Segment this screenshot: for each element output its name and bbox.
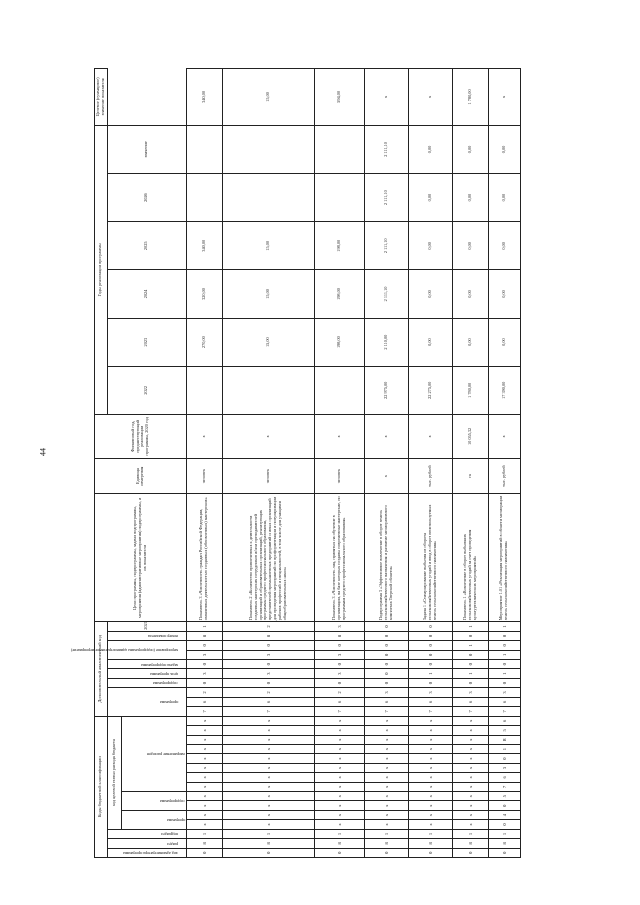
- code-digit: x: [364, 716, 408, 726]
- code-digit: x: [364, 782, 408, 791]
- row-target: x: [408, 69, 452, 126]
- code-digit: 0: [408, 678, 452, 687]
- row-y2022: 0,00: [408, 318, 452, 366]
- code-digit: x: [452, 726, 488, 735]
- code-digit: x: [222, 716, 314, 726]
- code-digit: x: [452, 716, 488, 726]
- year-2021-header: 2021: [107, 622, 186, 631]
- code-digit: x: [408, 782, 452, 791]
- row-y2025: 0,00: [408, 174, 452, 222]
- code-digit: 7: [488, 782, 520, 791]
- program-code-header: Дополнительный аналитический код: [95, 622, 108, 716]
- code-digit: 1: [488, 650, 520, 659]
- code-digit: x: [222, 820, 314, 829]
- unit-header: Единица измерения: [95, 458, 187, 494]
- code-digit: x: [186, 810, 222, 819]
- row-unit: тыс. рублей: [408, 458, 452, 494]
- row-target: 340,00: [186, 69, 222, 126]
- code-digit: 0: [186, 660, 222, 669]
- code-digit: x: [364, 754, 408, 763]
- row-y2024: 0,00: [488, 222, 520, 270]
- row-y2021: [186, 366, 222, 414]
- code-digit: 0: [222, 678, 314, 687]
- code-digit: x: [452, 801, 488, 810]
- value-header: значение: [107, 125, 186, 173]
- code-digit: x: [186, 820, 222, 829]
- code-digit: 0: [364, 678, 408, 687]
- row-y2024: 198,00: [314, 222, 364, 270]
- row-final-year: x: [408, 414, 452, 458]
- code-digit: 7: [222, 707, 314, 716]
- code-digit: x: [222, 726, 314, 735]
- code-digit: 6: [408, 697, 452, 706]
- row-y2024: 15,00: [222, 222, 314, 270]
- code-digit: x: [452, 763, 488, 772]
- code-digit: x: [452, 820, 488, 829]
- row-final-year: 10 055,32: [452, 414, 488, 458]
- page-number: 44: [38, 448, 48, 456]
- code-digit: 1: [452, 622, 488, 631]
- code-digit: 8: [314, 839, 364, 848]
- year-2022-header: 2022: [107, 366, 186, 414]
- code-digit: x: [314, 735, 364, 744]
- code-digit: x: [452, 810, 488, 819]
- spending-code-header: код целевой статьи расхода бюджета: [107, 716, 121, 829]
- code-digit: 0: [408, 660, 452, 669]
- code-digit: x: [452, 782, 488, 791]
- code-digit: 2: [222, 688, 314, 697]
- code-digit: 0: [488, 801, 520, 810]
- code-digit: 8: [186, 839, 222, 848]
- code-digit: 3: [222, 650, 314, 659]
- code-digit: 3: [314, 650, 364, 659]
- years-header: Годы реализации программы: [95, 125, 108, 414]
- code-digit: 1: [488, 622, 520, 631]
- code-digit: 6: [364, 697, 408, 706]
- table-row: [408, 69, 452, 858]
- row-y2022: 15,00: [222, 318, 314, 366]
- row-unit: га: [452, 458, 488, 494]
- col-direction-label: направление расходов: [147, 752, 185, 758]
- row-y2021: [314, 366, 364, 414]
- code-digit: x: [222, 744, 314, 753]
- code-digit: x: [314, 792, 364, 801]
- code-digit: 7: [364, 707, 408, 716]
- code-digit: 8: [314, 631, 364, 640]
- row-unit: тыс. рублей: [488, 458, 520, 494]
- code-digit: x: [452, 773, 488, 782]
- code-digit: x: [364, 763, 408, 772]
- code-digit: 0: [408, 622, 452, 631]
- code-digit: 8: [364, 839, 408, 848]
- code-digit: 6: [314, 697, 364, 706]
- code-digit: x: [186, 744, 222, 753]
- code-digit: 8: [222, 839, 314, 848]
- code-digit: 0: [364, 650, 408, 659]
- code-digit: 2: [314, 688, 364, 697]
- col-anl-goal-label: цель программы: [149, 671, 178, 677]
- row-y2024: 2 111,10: [364, 222, 408, 270]
- code-digit: x: [408, 792, 452, 801]
- final-year-header: Финансовый год, предшествующий реализации программы, 2020 год: [95, 414, 187, 458]
- code-digit: 1: [452, 669, 488, 678]
- row-y2022: 270,00: [186, 318, 222, 366]
- col-program-label: программа: [166, 818, 185, 824]
- col-anl-subprogram-label: подпрограмма: [153, 681, 178, 687]
- code-digit: 0: [364, 622, 408, 631]
- row-y2023: 15,00: [222, 270, 314, 318]
- code-digit: 3: [488, 688, 520, 697]
- target-header: Целевое (суммарное) значение показателя: [95, 69, 108, 126]
- code-digit: 7: [314, 707, 364, 716]
- code-digit: x: [364, 726, 408, 735]
- code-digit: 3: [364, 688, 408, 697]
- year-2026-header: 2026: [107, 174, 186, 222]
- col-anl-program-label: программа: [159, 700, 178, 706]
- code-digit: x: [186, 763, 222, 772]
- code-digit: 8: [452, 839, 488, 848]
- row-unit: x: [364, 458, 408, 494]
- code-digit: 0: [364, 631, 408, 640]
- code-digit: x: [408, 726, 452, 735]
- code-digit: x: [314, 726, 364, 735]
- code-digit: 8: [186, 631, 222, 640]
- row-y2022: 2 110,00: [364, 318, 408, 366]
- row-y2025: [222, 174, 314, 222]
- row-y2023: 320,00: [186, 270, 222, 318]
- code-digit: x: [222, 735, 314, 744]
- row-y2021: [222, 366, 314, 414]
- row-final-year: x: [364, 414, 408, 458]
- code-digit: x: [186, 782, 222, 791]
- code-digit: 0: [488, 678, 520, 687]
- code-digit: 3: [452, 688, 488, 697]
- code-digit: 0: [222, 641, 314, 650]
- code-digit: 1: [186, 622, 222, 631]
- code-digit: 0: [452, 678, 488, 687]
- code-digit: x: [314, 716, 364, 726]
- row-y2024: 340,00: [186, 222, 222, 270]
- code-digit: x: [186, 716, 222, 726]
- row-y2026: [222, 125, 314, 173]
- code-digit: 7: [408, 707, 452, 716]
- code-digit: x: [222, 773, 314, 782]
- row-y2023: 2 111,10: [364, 270, 408, 318]
- code-digit: 1: [408, 669, 452, 678]
- code-digit: 5: [488, 726, 520, 735]
- row-y2023: 0,00: [488, 270, 520, 318]
- code-digit: 1: [222, 829, 314, 838]
- code-digit: 4: [488, 810, 520, 819]
- code-digit: 6: [186, 697, 222, 706]
- code-digit: x: [452, 754, 488, 763]
- row-unit: человек: [222, 458, 314, 494]
- code-digit: x: [186, 726, 222, 735]
- row-y2022: 0,00: [452, 318, 488, 366]
- code-digit: x: [186, 754, 222, 763]
- row-y2026: [186, 125, 222, 173]
- code-digit: x: [186, 792, 222, 801]
- code-digit: 6: [222, 697, 314, 706]
- row-y2025: 0,00: [452, 174, 488, 222]
- code-digit: x: [408, 773, 452, 782]
- code-digit: x: [408, 810, 452, 819]
- code-digit: 0: [364, 848, 408, 857]
- code-digit: 0: [364, 660, 408, 669]
- code-digit: x: [314, 820, 364, 829]
- year-2024-header: 2024: [107, 270, 186, 318]
- row-description: Показатель 3 «Численность граждан Российской Федерации, охваченных деятельностью созданных (обновленных) мастерских»: [186, 494, 222, 622]
- code-digit: x: [314, 754, 364, 763]
- table-row: [488, 69, 520, 858]
- code-digit: x: [314, 763, 364, 772]
- col-anl-task-label: задача подпрограммы: [140, 662, 178, 668]
- code-digit: x: [222, 763, 314, 772]
- row-description: Задача 1 «Стимулирование выбытия из оборота сельскохозяйственных угодий и ввод в оборот неиспользуемых земель сельскохозяйственного назначения»: [408, 494, 452, 622]
- row-y2023: 0,00: [452, 270, 488, 318]
- code-digit: 0: [408, 641, 452, 650]
- code-digit: 1: [452, 641, 488, 650]
- code-digit: 6: [452, 697, 488, 706]
- row-y2026: 0,00: [488, 125, 520, 173]
- code-digit: 6: [488, 773, 520, 782]
- row-y2026: 2 111,10: [364, 125, 408, 173]
- year-2025-header: 2025: [107, 222, 186, 270]
- code-digit: x: [364, 744, 408, 753]
- code-digit: 0: [452, 848, 488, 857]
- table-row: [364, 69, 408, 858]
- row-y2021: 22 275,00: [408, 366, 452, 414]
- code-digit: 0: [186, 641, 222, 650]
- row-y2023: 198,00: [314, 270, 364, 318]
- row-y2026: [314, 125, 364, 173]
- col-section-label: раздел: [166, 841, 178, 847]
- code-digit: 0: [488, 631, 520, 640]
- row-final-year: x: [222, 414, 314, 458]
- code-digit: 0: [222, 848, 314, 857]
- row-y2025: [186, 174, 222, 222]
- code-digit: 1: [452, 829, 488, 838]
- code-digit: 1: [314, 829, 364, 838]
- code-digit: 3: [408, 688, 452, 697]
- code-digit: 3: [186, 669, 222, 678]
- code-digit: x: [186, 773, 222, 782]
- row-description: Мероприятие 1.01 «Реализация мероприятий в области мелиорации земель сельскохозяйственного назначения»: [488, 494, 520, 622]
- code-digit: x: [222, 754, 314, 763]
- code-digit: 0: [488, 848, 520, 857]
- code-digit: 8: [408, 839, 452, 848]
- col-anl-ind-label: номер показателя: [148, 634, 178, 640]
- code-digit: x: [314, 744, 364, 753]
- row-target: 15,00: [222, 69, 314, 126]
- code-digit: R: [488, 735, 520, 744]
- code-digit: 0: [488, 820, 520, 829]
- row-y2026: 0,00: [408, 125, 452, 173]
- row-target: x: [488, 69, 520, 126]
- code-digit: 0: [314, 678, 364, 687]
- code-digit: x: [314, 773, 364, 782]
- row-y2021: 22 975,00: [364, 366, 408, 414]
- code-digit: x: [452, 792, 488, 801]
- code-digit: 1: [488, 669, 520, 678]
- row-y2026: 0,00: [452, 125, 488, 173]
- row-description: Показатель 1 «Вовлечение в оборот выбывших сельскохозяйственных угодий за счет проведения культуртехнических мероприятий»: [452, 494, 488, 622]
- row-y2023: 0,00: [408, 270, 452, 318]
- code-digit: 0: [314, 660, 364, 669]
- row-y2024: 0,00: [452, 222, 488, 270]
- row-y2024: 0,00: [408, 222, 452, 270]
- table-row: [186, 69, 222, 858]
- code-digit: x: [222, 782, 314, 791]
- year-2023-header: 2023: [107, 318, 186, 366]
- code-digit: 7: [452, 707, 488, 716]
- row-description: Показатель 3 «Численность лиц, принятых на обучение в организации, на базе которых созданы современные мастерские, по программам среднего профессионального образования»: [314, 494, 364, 622]
- code-digit: 6: [488, 716, 520, 726]
- row-target: 594,00: [314, 69, 364, 126]
- code-digit: 1: [488, 829, 520, 838]
- row-unit: человек: [186, 458, 222, 494]
- row-final-year: x: [186, 414, 222, 458]
- code-digit: 3: [488, 763, 520, 772]
- code-digit: 0: [408, 631, 452, 640]
- code-digit: 0: [488, 641, 520, 650]
- code-digit: x: [222, 792, 314, 801]
- col-subprogram-label: подпрограмма: [160, 799, 185, 805]
- row-unit: человек: [314, 458, 364, 494]
- code-digit: 0: [488, 660, 520, 669]
- code-digit: 2: [222, 622, 314, 631]
- budget-codes-header: Коды бюджетной классификации: [95, 716, 108, 857]
- code-digit: 3: [222, 669, 314, 678]
- code-digit: x: [364, 773, 408, 782]
- code-digit: 5: [488, 792, 520, 801]
- code-digit: x: [186, 801, 222, 810]
- row-y2021: 17 390,00: [488, 366, 520, 414]
- code-digit: x: [222, 810, 314, 819]
- code-digit: 0: [364, 669, 408, 678]
- col-admin-label: код администратора программы: [123, 851, 178, 857]
- code-digit: 6: [488, 697, 520, 706]
- col-subsection-label: подраздел: [160, 832, 178, 838]
- code-digit: 2: [186, 688, 222, 697]
- table-rotation-frame: [70, 68, 514, 858]
- code-digit: x: [222, 801, 314, 810]
- table-row: [222, 69, 314, 858]
- code-digit: 1: [408, 829, 452, 838]
- code-digit: 0: [364, 641, 408, 650]
- code-digit: 0: [452, 650, 488, 659]
- code-digit: 1: [186, 829, 222, 838]
- row-y2025: 0,00: [488, 174, 520, 222]
- row-final-year: x: [488, 414, 520, 458]
- code-digit: x: [408, 735, 452, 744]
- code-digit: x: [408, 820, 452, 829]
- row-y2025: [314, 174, 364, 222]
- code-digit: 3: [186, 650, 222, 659]
- code-digit: 1: [364, 829, 408, 838]
- code-digit: 8: [222, 631, 314, 640]
- row-y2025: 2 111,10: [364, 174, 408, 222]
- code-digit: 3: [314, 622, 364, 631]
- code-digit: x: [364, 792, 408, 801]
- code-digit: x: [314, 801, 364, 810]
- code-digit: x: [452, 735, 488, 744]
- code-digit: x: [314, 810, 364, 819]
- code-digit: x: [364, 735, 408, 744]
- table-row: [314, 69, 364, 858]
- row-y2022: 198,00: [314, 318, 364, 366]
- code-digit: 0: [314, 641, 364, 650]
- code-digit: 0: [452, 631, 488, 640]
- col-anl-event-label: мероприятие (подпрограммы административное мероприятие): [70, 648, 178, 654]
- code-digit: x: [452, 744, 488, 753]
- code-digit: x: [408, 754, 452, 763]
- code-digit: 0: [222, 660, 314, 669]
- row-target: x: [364, 69, 408, 126]
- code-digit: x: [186, 735, 222, 744]
- code-digit: x: [364, 801, 408, 810]
- code-digit: 3: [314, 669, 364, 678]
- code-digit: 0: [452, 660, 488, 669]
- goals-header: Цели программы, подпрограммы, задачи подпрограммы, мероприятия (административные мероприятия) подпрограммы, и их показатели: [95, 494, 187, 622]
- code-digit: x: [408, 716, 452, 726]
- code-digit: x: [314, 782, 364, 791]
- code-digit: x: [408, 763, 452, 772]
- code-digit: x: [364, 820, 408, 829]
- code-digit: x: [408, 801, 452, 810]
- code-digit: 0: [314, 848, 364, 857]
- code-digit: 0: [408, 650, 452, 659]
- row-y2022: 0,00: [488, 318, 520, 366]
- program-indicators-table: [70, 68, 521, 858]
- table-row: [452, 69, 488, 858]
- code-digit: 0: [186, 848, 222, 857]
- code-digit: x: [408, 744, 452, 753]
- code-digit: 8: [488, 839, 520, 848]
- code-digit: 1: [488, 744, 520, 753]
- code-digit: 7: [488, 707, 520, 716]
- code-digit: 0: [186, 678, 222, 687]
- code-digit: 0: [408, 848, 452, 857]
- row-description: Показатель 2 «Количество привлеченных к деятельности созданных мастерских сотрудников и/или преподавателей организаций и образовательных организаций, реализующих программы среднего профессионального образования, представителей промышленных предприятий и иных организаций для проведения мероприятий по профориентации и популяризации рабочих профессий и специальностей, в том числе для учащихся общеобразовательных школ»: [222, 494, 314, 622]
- code-digit: x: [364, 810, 408, 819]
- row-y2021: 1 780,00: [452, 366, 488, 414]
- code-digit: 0: [488, 754, 520, 763]
- row-final-year: x: [314, 414, 364, 458]
- row-description: Подпрограмма 3 «Эффективное вовлечение в оборот земель сельскохозяйственного назначения и развитие мелиоративного комплекса Тверской области»: [364, 494, 408, 622]
- row-target: 1 780,00: [452, 69, 488, 126]
- code-digit: 7: [186, 707, 222, 716]
